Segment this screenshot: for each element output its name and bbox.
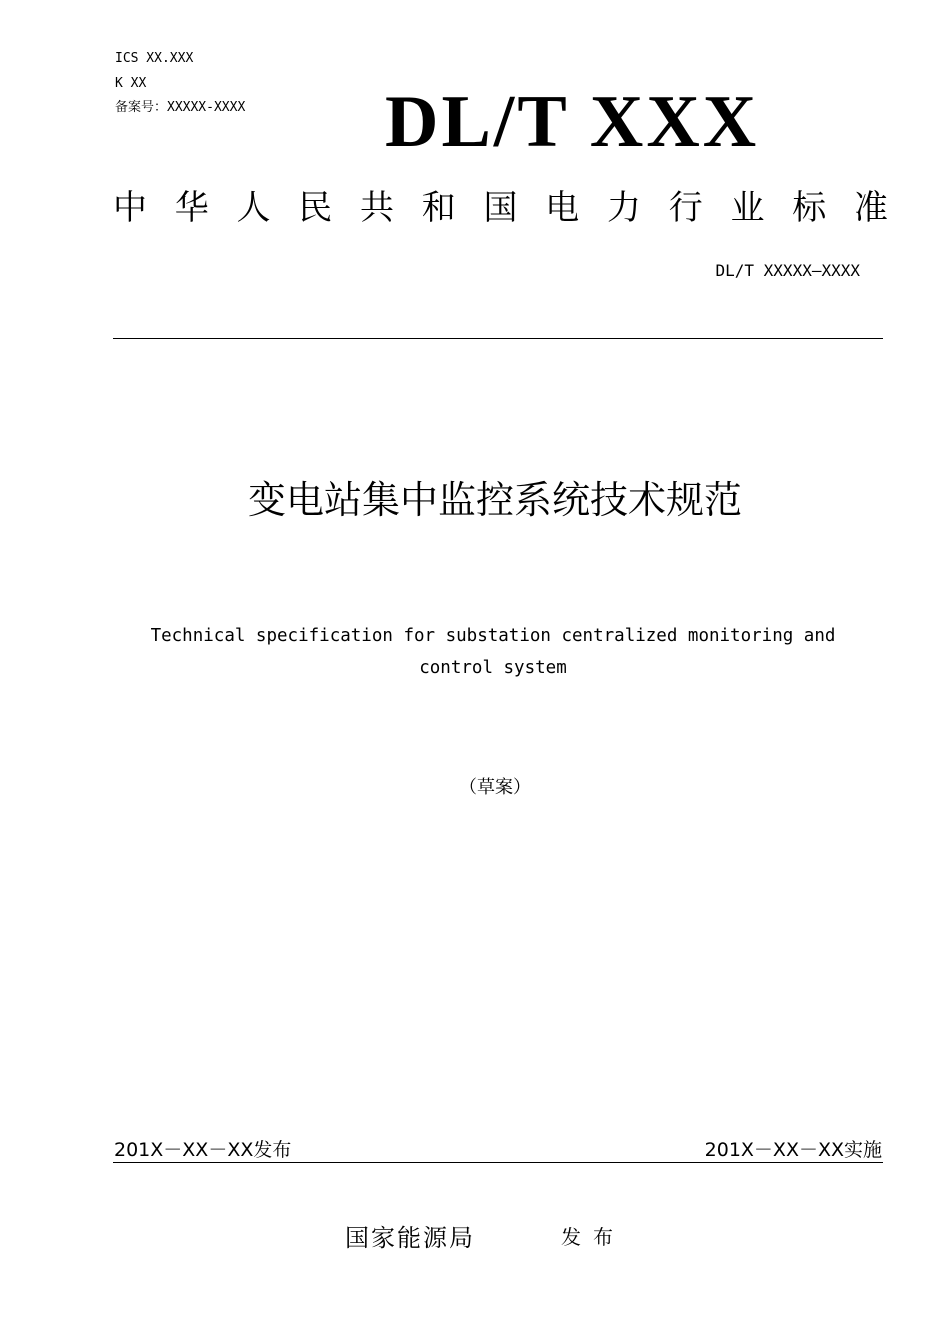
issue-date: 201X－XX－XX发布 [114, 1139, 292, 1161]
implementation-date: 201X－XX－XX实施 [704, 1139, 882, 1161]
org-char: 标 [792, 188, 827, 228]
publisher-name: 国家能源局 [345, 1224, 475, 1252]
org-char: 中 [113, 188, 147, 228]
org-char: 华 [174, 188, 209, 228]
org-char: 力 [607, 188, 641, 228]
filing-number: 备案号：XXXXX-XXXX [115, 100, 246, 115]
org-char: 和 [421, 188, 456, 228]
org-char: 国 [483, 188, 518, 228]
org-char: 业 [730, 188, 765, 228]
publish-label: 发布 [561, 1225, 625, 1249]
footer-divider [113, 1162, 883, 1163]
standard-number: DL/T XXXXX—XXXX [715, 261, 860, 280]
draft-status: （草案） [459, 777, 531, 798]
organization-title [113, 186, 888, 230]
document-title-english: Technical specification for substation centralized monitoring and control system [150, 626, 836, 678]
org-char: 电 [545, 188, 580, 228]
classification-code: K XX [115, 76, 147, 91]
org-char: 行 [668, 188, 703, 228]
org-char: 民 [298, 188, 333, 228]
header-divider [113, 338, 883, 339]
org-char: 人 [236, 188, 271, 228]
document-title-chinese: 变电站集中监控系统技术规范 [247, 478, 742, 522]
org-char: 准 [854, 188, 888, 228]
org-char: 共 [360, 188, 394, 228]
standard-code-large: DL/T XXX [385, 81, 760, 163]
ics-code: ICS XX.XXX [115, 51, 194, 66]
